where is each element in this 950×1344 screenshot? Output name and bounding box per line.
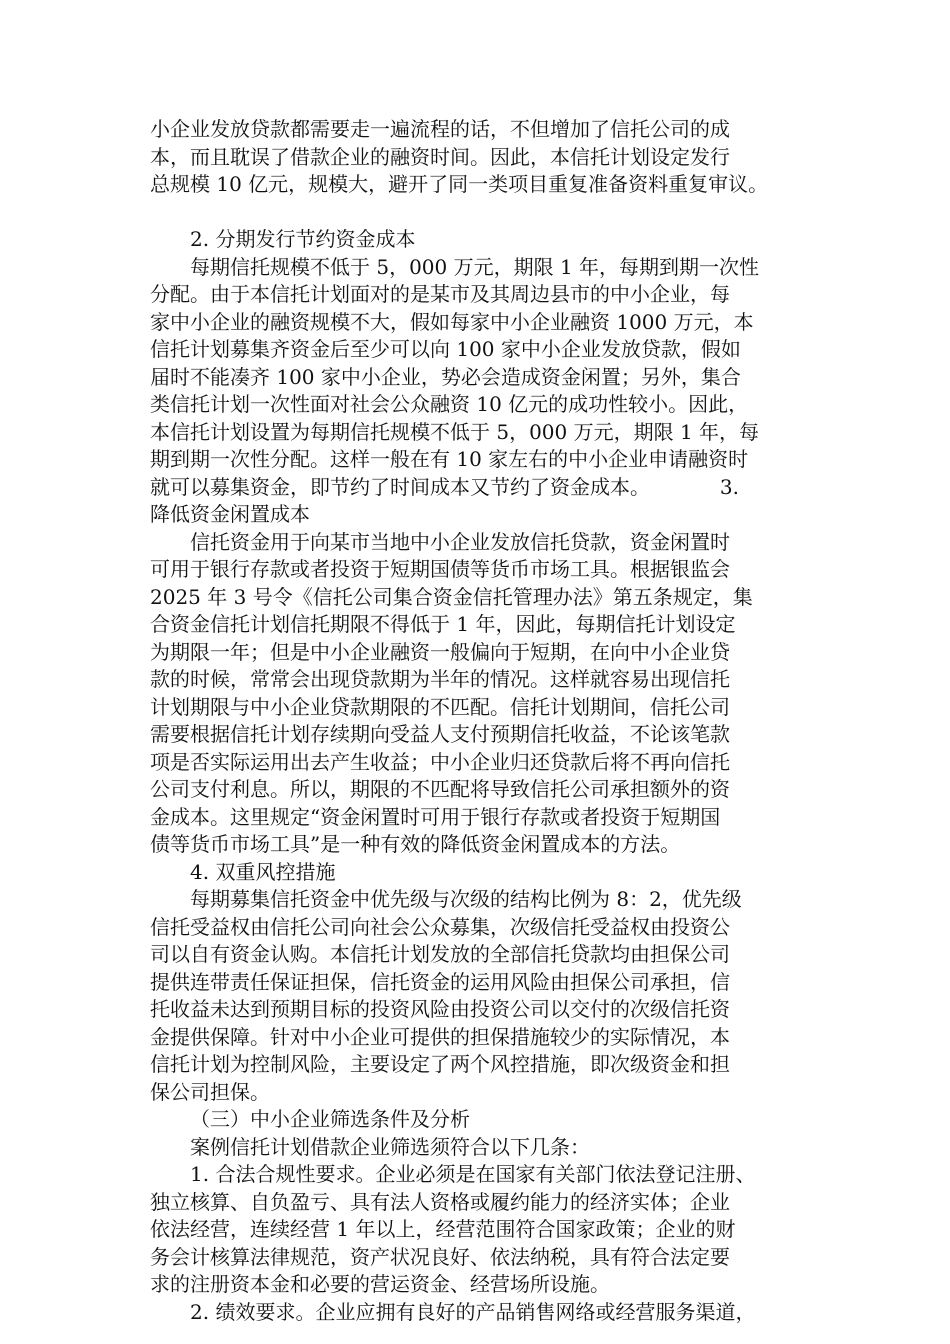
blank-line (150, 199, 810, 227)
paragraph-line: 就可以募集资金，即节约了时间成本又节约了资金成本。 3. (150, 474, 740, 499)
section-heading: （三）中小企业筛选条件及分析 (190, 1107, 470, 1131)
section-heading: 4. 双重风控措施 (190, 859, 336, 884)
paragraph-line: 分配。由于本信托计划面对的是某市及其周边县市的中小企业，每 (150, 282, 730, 306)
paragraph-line: 合资金信托计划信托期限不得低于 1 年，因此，每期信托计划设定 (150, 612, 736, 636)
paragraph-line: 期到期一次性分配。这样一般在有 10 家左右的中小企业申请融资时 (150, 447, 749, 471)
paragraph-line: 家中小企业的融资规模不大，假如每家中小企业融资 1000 万元，本 (150, 309, 754, 334)
paragraph-line: 司以自有资金认购。本信托计划发放的全部信托贷款均由担保公司 (150, 942, 730, 966)
paragraph-line: 信托受益权由信托公司向社会公众募集，次级信托受益权由投资公 (150, 914, 730, 939)
paragraph-line: 本，而且耽误了借款企业的融资时间。因此，本信托计划设定发行 (150, 144, 730, 169)
paragraph-line: 类信托计划一次性面对社会公众融资 10 亿元的成功性较小。因此， (150, 392, 749, 416)
paragraph-line: 需要根据信托计划存续期向受益人支付预期信托收益，不论该笔款 (150, 722, 730, 746)
paragraph-line: 求的注册资本金和必要的营运资金、经营场所设施。 (150, 1272, 610, 1296)
document-body (150, 116, 810, 1326)
paragraph-line: 案例信托计划借款企业筛选须符合以下几条： (190, 1134, 590, 1159)
section-heading: 降低资金闲置成本 (150, 502, 310, 526)
paragraph-line: 独立核算、自负盈亏、具有法人资格或履约能力的经济实体；企业 (150, 1189, 730, 1214)
paragraph-line: 金成本。这里规定“资金闲置时可用于银行存款或者投资于短期国 (150, 804, 721, 829)
paragraph-line: 小企业发放贷款都需要走一遍流程的话，不但增加了信托公司的成 (150, 117, 730, 141)
paragraph-line: 款的时候，常常会出现贷款期为半年的情况。这样就容易出现信托 (150, 667, 730, 691)
paragraph-line: 提供连带责任保证担保，信托资金的运用风险由担保公司承担，信 (150, 969, 730, 994)
paragraph-line: 计划期限与中小企业贷款期限的不匹配。信托计划期间，信托公司 (150, 694, 730, 719)
paragraph-line: 2025 年 3 号令《信托公司集合资金信托管理办法》第五条规定，集 (150, 584, 753, 609)
paragraph-line: 每期信托规模不低于 5，000 万元，期限 1 年，每期到期一次性 (190, 254, 760, 279)
paragraph-line: 届时不能凑齐 100 家中小企业，势必会造成资金闲置；另外，集合 (150, 364, 741, 389)
paragraph-line: 保公司担保。 (150, 1079, 270, 1104)
paragraph-line: 本信托计划设置为每期信托规模不低于 5，000 万元，期限 1 年，每 (150, 419, 760, 444)
paragraph-line: 公司支付利息。所以，期限的不匹配将导致信托公司承担额外的资 (150, 777, 730, 801)
paragraph-line: 金提供保障。针对中小企业可提供的担保措施较少的实际情况，本 (150, 1024, 730, 1049)
paragraph-line: 务会计核算法律规范，资产状况良好、依法纳税，具有符合法定要 (150, 1244, 730, 1269)
paragraph-line: 可用于银行存款或者投资于短期国债等货币市场工具。根据银监会 (150, 557, 730, 581)
paragraph-line: 总规模 10 亿元，规模大，避开了同一类项目重复准备资料重复审议。 (150, 172, 769, 196)
paragraph-line: 债等货币市场工具”是一种有效的降低资金闲置成本的方法。 (150, 832, 681, 856)
section-heading: 2. 分期发行节约资金成本 (190, 227, 416, 251)
paragraph-line: 1. 合法合规性要求。企业必须是在国家有关部门依法登记注册、 (190, 1162, 756, 1186)
paragraph-line: 信托计划募集齐资金后至少可以向 100 家中小企业发放贷款，假如 (150, 337, 741, 361)
paragraph-line: 为期限一年；但是中小企业融资一般偏向于短期，在向中小企业贷 (150, 639, 730, 664)
paragraph-line: 项是否实际运用出去产生收益；中小企业归还贷款后将不再向信托 (150, 749, 730, 774)
paragraph-line: 信托计划为控制风险，主要设定了两个风控措施，即次级资金和担 (150, 1052, 730, 1076)
paragraph-line: 信托资金用于向某市当地中小企业发放信托贷款，资金闲置时 (190, 529, 730, 554)
paragraph-line: 托收益未达到预期目标的投资风险由投资公司以交付的次级信托资 (150, 997, 730, 1021)
paragraph-line: 依法经营，连续经营 1 年以上，经营范围符合国家政策；企业的财 (150, 1217, 736, 1241)
paragraph-line: 2. 绩效要求。企业应拥有良好的产品销售网络或经营服务渠道， (190, 1299, 756, 1324)
paragraph-line: 每期募集信托资金中优先级与次级的结构比例为 8：2，优先级 (190, 887, 742, 911)
